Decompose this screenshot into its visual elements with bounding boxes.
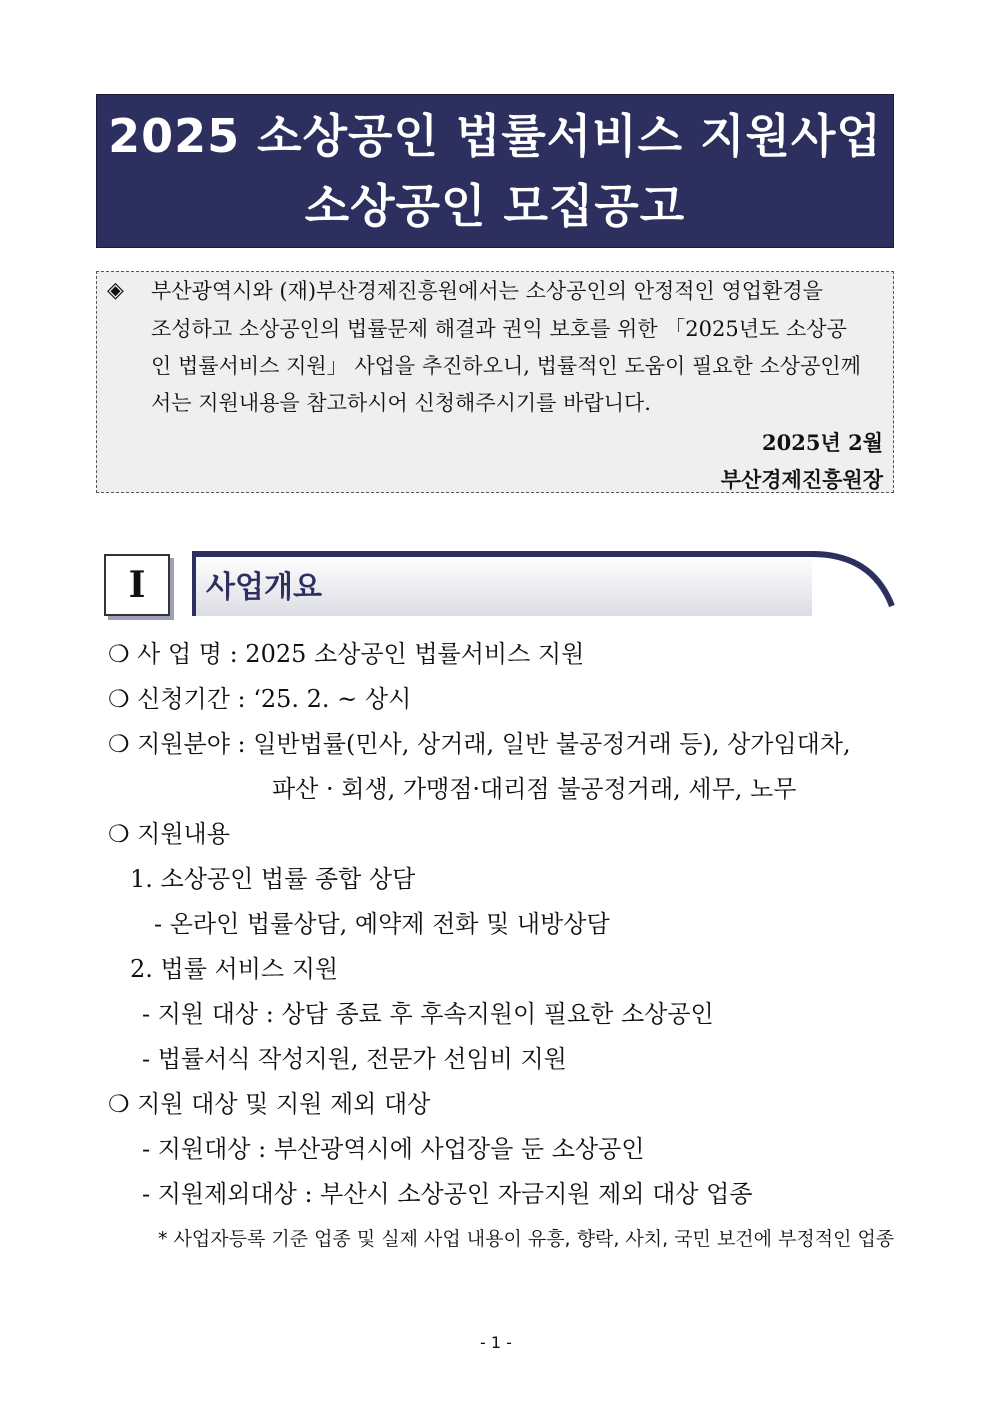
content-item-1: 1. 소상공인 법률 종합 상담 xyxy=(130,865,416,893)
notice-signer: 부산경제진흥원장 xyxy=(720,467,883,492)
content-item-2-detail-a: - 지원 대상 : 상담 종료 후 후속지원이 필요한 소상공인 xyxy=(142,1000,714,1028)
target-excluded-note: * 사업자등록 기준 업종 및 실제 사업 내용이 유흥, 향락, 사치, 국민 보건에 부정적인 업종 xyxy=(158,1228,895,1250)
page-number: - 1 - xyxy=(480,1333,512,1352)
notice-line-3: 인 법률서비스 지원」 사업을 추진하오니, 법률적인 도움이 필요한 소상공인께 xyxy=(151,354,861,378)
item-support-field: ❍ 지원분야 : 일반법률(민사, 상거래, 일반 불공정거래 등), 상가임대차, xyxy=(108,730,851,758)
item-application-period: ❍ 신청기간 : ‘25. 2. ~ 상시 xyxy=(108,685,412,713)
section-title: 사업개요 xyxy=(206,570,322,605)
section-header xyxy=(96,548,896,622)
notice-line-2: 조성하고 소상공인의 법률문제 해결과 권익 보호를 위한 「2025년도 소상공 xyxy=(151,317,847,341)
diamond-bullet-icon: ◈ xyxy=(107,278,124,303)
target-eligible: - 지원대상 : 부산광역시에 사업장을 둔 소상공인 xyxy=(142,1135,645,1163)
notice-box xyxy=(96,271,894,493)
notice-date: 2025년 2월 xyxy=(762,430,883,455)
target-excluded: - 지원제외대상 : 부산시 소상공인 자금지원 제외 대상 업종 xyxy=(142,1180,753,1208)
title-line-1: 2025 소상공인 법률서비스 지원사업 xyxy=(108,109,882,163)
content-item-1-detail: - 온라인 법률상담, 예약제 전화 및 내방상담 xyxy=(154,910,610,938)
notice-line-1: 부산광역시와 (재)부산경제진흥원에서는 소상공인의 안정적인 영업환경을 xyxy=(151,279,823,303)
content-item-2-detail-b: - 법률서식 작성지원, 전문가 선임비 지원 xyxy=(142,1045,567,1073)
section-number-box: I xyxy=(104,554,170,616)
content-item-2: 2. 법률 서비스 지원 xyxy=(130,955,339,983)
item-project-name: ❍ 사 업 명 : 2025 소상공인 법률서비스 지원 xyxy=(108,640,585,668)
item-support-field-cont: 파산 · 회생, 가맹점·대리점 불공정거래, 세무, 노무 xyxy=(272,775,797,803)
item-target: ❍ 지원 대상 및 지원 제외 대상 xyxy=(108,1090,431,1118)
notice-line-4: 서는 지원내용을 참고하시어 신청해주시기를 바랍니다. xyxy=(151,391,651,415)
title-banner xyxy=(96,94,894,248)
item-support-content: ❍ 지원내용 xyxy=(108,820,230,848)
title-line-2: 소상공인 모집공고 xyxy=(304,179,686,233)
